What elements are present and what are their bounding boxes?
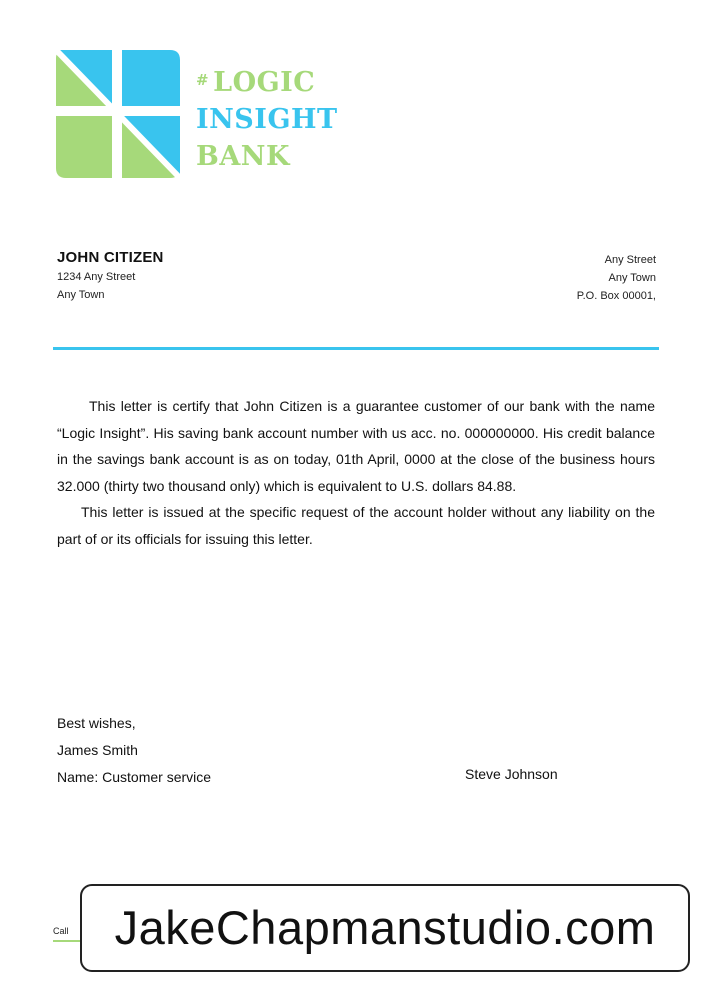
bank-name (196, 62, 338, 175)
bank-name-line2: INSIGHT (196, 104, 338, 135)
recipient-block (57, 248, 164, 304)
sender-address-line3: P.O. Box 00001, (576, 290, 656, 302)
letter-body (57, 393, 655, 552)
second-signer-name: Steve Johnson (465, 766, 558, 782)
bank-name-line3: BANK (196, 141, 290, 172)
sender-address-line1: Any Street (604, 254, 656, 266)
recipient-address-line1: 1234 Any Street (57, 271, 136, 283)
closing-salutation: Best wishes, (57, 715, 136, 731)
watermark-banner: JakeChapmanstudio.com (80, 884, 690, 972)
footer-text: Call (53, 926, 69, 936)
closing-block (57, 710, 211, 791)
body-paragraph-1: This letter is certify that John Citizen is a guarantee customer of our bank with the name “Logic Insight”. His saving bank account number with us acc. no. 000000000. His credit balance in the savings bank account is as on today, 01th April, 0000 at the close of the business hours 32.000 (thirty two thousand only) which is equivalent to U.S. dollars 84.88. (57, 398, 655, 494)
recipient-name: JOHN CITIZEN (57, 249, 164, 266)
header-divider (53, 347, 659, 350)
sender-block (577, 251, 656, 305)
recipient-address-line2: Any Town (57, 289, 105, 301)
bank-name-hash: # (196, 71, 210, 89)
bank-logo-icon (56, 50, 180, 178)
sender-address-line2: Any Town (608, 272, 656, 284)
body-paragraph-2: This letter is issued at the specific request of the account holder without any liability on the part of or its officials for issuing this letter. (57, 504, 655, 547)
bank-name-logic: LOGIC (213, 67, 316, 98)
signer-role: Name: Customer service (57, 769, 212, 785)
signer-name: James Smith (57, 742, 138, 758)
bank-name-line1 (196, 62, 338, 101)
